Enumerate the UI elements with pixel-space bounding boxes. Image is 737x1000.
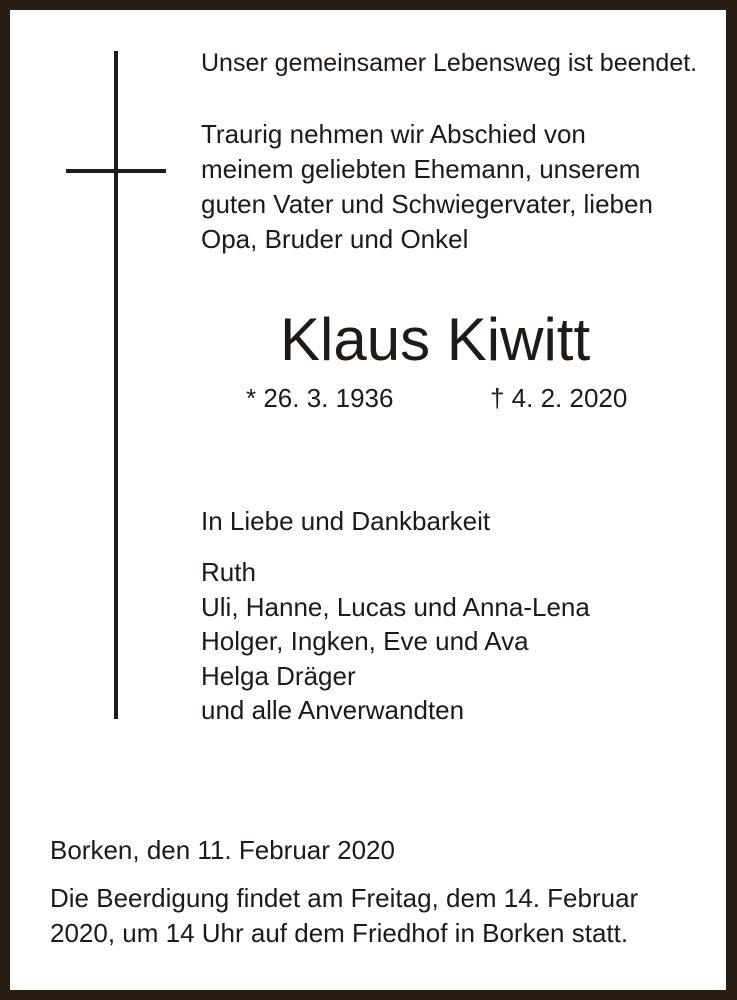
mourning-line: meinem geliebten Ehemann, unserem xyxy=(201,154,641,184)
family-member: und alle Anverwandten xyxy=(201,695,465,725)
mourning-line: Opa, Bruder und Onkel xyxy=(201,224,469,254)
family-member: Uli, Hanne, Lucas und Anna-Lena xyxy=(201,591,590,622)
place-date: Borken, den 11. Februar 2020 xyxy=(50,835,395,865)
family-member: Ruth xyxy=(201,557,256,587)
family-list xyxy=(201,555,590,728)
intro-line: Unser gemeinsamer Lebensweg ist beendet. xyxy=(201,49,698,77)
birth-date: * 26. 3. 1936 xyxy=(246,383,394,413)
mourning-text xyxy=(201,117,653,257)
closing-line: In Liebe und Dankbarkeit xyxy=(201,506,491,536)
funeral-line: 2020, um 14 Uhr auf dem Friedhof in Borken statt. xyxy=(50,918,629,948)
deceased-name: Klaus Kiwitt xyxy=(280,306,591,373)
cross-horizontal-bar xyxy=(66,169,166,173)
cross-vertical-bar xyxy=(114,51,118,719)
funeral-line: Die Beerdigung findet am Freitag, dem 14. Februar xyxy=(50,883,639,913)
mourning-line: Traurig nehmen wir Abschied von xyxy=(201,119,586,149)
family-member: Helga Dräger xyxy=(201,660,356,691)
death-date: † 4. 2. 2020 xyxy=(490,383,628,413)
obituary-notice xyxy=(10,10,726,990)
funeral-info xyxy=(50,881,638,951)
mourning-line: guten Vater und Schwiegervater, lieben xyxy=(201,189,653,219)
family-member: Holger, Ingken, Eve und Ava xyxy=(201,626,529,656)
